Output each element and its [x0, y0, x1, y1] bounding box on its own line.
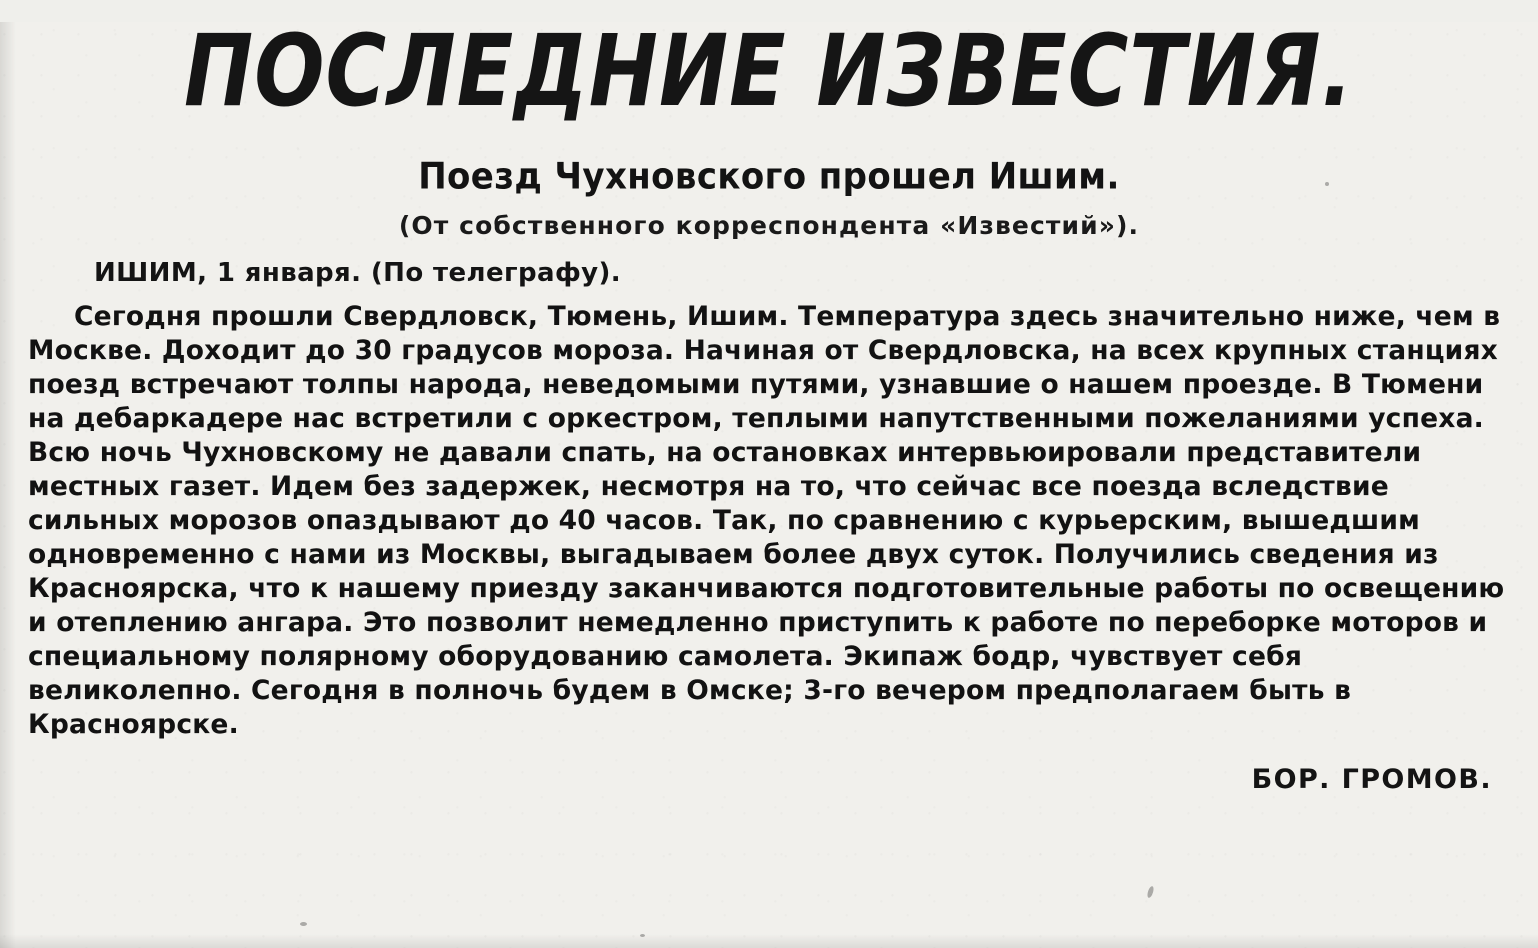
scan-speckle — [300, 922, 307, 926]
article-signature: БОР. ГРОМОВ. — [1251, 764, 1492, 796]
article-headline: Поезд Чухновского прошел Ишим. — [418, 155, 1120, 198]
article-subhead: (От собственного корреспондента «Известий»). — [398, 210, 1140, 240]
scan-edge-shadow-bottom — [0, 934, 1538, 948]
masthead-title: ПОСЛЕДНИЕ ИЗВЕСТИЯ. — [184, 14, 1354, 130]
scan-edge-shadow-left — [0, 22, 16, 948]
article-dateline: ИШИМ, 1 января. (По телеграфу). — [94, 257, 622, 288]
scan-speckle — [1146, 886, 1154, 899]
scan-speckle — [640, 934, 645, 937]
newspaper-page — [0, 14, 1538, 948]
article-body — [28, 300, 1510, 743]
article-paragraph: Сегодня прошли Свердловск, Тюмень, Ишим. Температура здесь значительно ниже, чем в Москве. Доходит до 30 градусов мороза. Начиная от Свердловска, на всех крупных станциях поезд встречают толпы народа, неведомыми путями, узнавшие о нашем проезде. В Тюмени на дебаркадере нас встретили с оркестром, теплыми напутственными пожеланиями успеха. Всю ночь Чухновскому не давали спать, на остановках интервьюировали представители местных газет. Идем без задержек, несмотря на то, что сейчас все поезда вследствие сильных морозов опаздывают до 40 часов. Так, по сравнению с курьерским, вышедшим одновременно с нами из Москвы, выгадываем более двух суток. Получились сведения из Красноярска, что к нашему приезду заканчиваются подготовительные работы по освещению и отеплению ангара. Это позволит немедленно приступить к работе по переборке моторов и специальному полярному оборудованию самолета. Экипаж бодр, чувствует себя великолепно. Сегодня в полночь будем в Омске; 3-го вечером предполагаем быть в Красноярске. — [28, 300, 1505, 741]
